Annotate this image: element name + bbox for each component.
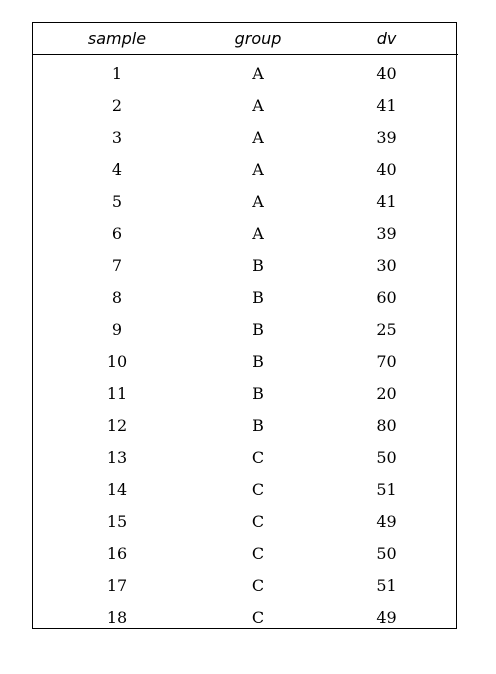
cell-sample: 8	[111, 287, 123, 307]
cell-group: A	[252, 63, 264, 83]
cell-group: C	[251, 511, 265, 531]
cell-dv: 25	[376, 319, 397, 339]
cell-group: A	[252, 223, 264, 243]
data-table-frame	[32, 22, 457, 629]
cell-sample: 6	[111, 223, 123, 243]
table-row	[33, 601, 458, 633]
cell-sample: 17	[106, 575, 128, 595]
table-row	[33, 345, 458, 377]
table-row	[33, 441, 458, 473]
table-header-row	[33, 23, 458, 55]
cell-group: C	[251, 575, 265, 595]
cell-group: C	[251, 447, 265, 467]
table-row	[33, 185, 458, 217]
table-row	[33, 121, 458, 153]
cell-sample: 2	[111, 95, 123, 115]
table-row	[33, 249, 458, 281]
cell-dv: 40	[376, 63, 397, 83]
cell-sample: 3	[111, 127, 123, 147]
table-row	[33, 473, 458, 505]
table-row	[33, 569, 458, 601]
cell-group: C	[251, 543, 265, 563]
cell-group: B	[252, 319, 264, 339]
cell-dv: 49	[376, 511, 397, 531]
table-row	[33, 89, 458, 121]
table-row	[33, 537, 458, 569]
cell-sample: 7	[111, 255, 123, 275]
cell-sample: 13	[106, 447, 128, 467]
cell-dv: 39	[376, 223, 397, 243]
cell-dv: 39	[376, 127, 397, 147]
cell-group: A	[252, 127, 264, 147]
cell-sample: 4	[111, 159, 123, 179]
cell-group: A	[252, 191, 264, 211]
cell-group: B	[252, 383, 264, 403]
cell-group: C	[251, 607, 265, 627]
table-row	[33, 281, 458, 313]
cell-dv: 70	[376, 351, 397, 371]
cell-group: B	[252, 287, 264, 307]
cell-dv: 80	[376, 415, 397, 435]
table-row	[33, 153, 458, 185]
header-sample: sample	[33, 23, 201, 55]
cell-dv: 51	[376, 479, 397, 499]
cell-dv: 51	[376, 575, 397, 595]
table-row	[33, 217, 458, 249]
table-row	[33, 377, 458, 409]
table-row	[33, 505, 458, 537]
data-table	[33, 23, 458, 633]
cell-sample: 1	[111, 63, 123, 83]
cell-sample: 5	[111, 191, 123, 211]
cell-group: B	[252, 415, 264, 435]
table-body	[33, 55, 458, 634]
table-row	[33, 409, 458, 441]
cell-group: A	[252, 95, 264, 115]
cell-sample: 11	[106, 383, 128, 403]
header-dv: dv	[315, 23, 458, 55]
cell-sample: 14	[106, 479, 128, 499]
cell-dv: 41	[376, 95, 397, 115]
cell-dv: 20	[376, 383, 397, 403]
cell-dv: 50	[376, 447, 397, 467]
cell-sample: 18	[106, 607, 128, 627]
cell-dv: 49	[376, 607, 397, 627]
cell-dv: 40	[376, 159, 397, 179]
cell-sample: 15	[106, 511, 128, 531]
table-row	[33, 313, 458, 345]
cell-sample: 10	[106, 351, 128, 371]
cell-group: A	[252, 159, 264, 179]
cell-dv: 30	[376, 255, 397, 275]
cell-group: B	[252, 351, 264, 371]
cell-sample: 12	[106, 415, 128, 435]
cell-group: B	[252, 255, 264, 275]
cell-dv: 41	[376, 191, 397, 211]
cell-sample: 16	[106, 543, 128, 563]
cell-group: C	[251, 479, 265, 499]
header-group: group	[201, 23, 315, 55]
cell-sample: 9	[111, 319, 123, 339]
table-row	[33, 55, 458, 90]
cell-dv: 60	[376, 287, 397, 307]
cell-dv: 50	[376, 543, 397, 563]
